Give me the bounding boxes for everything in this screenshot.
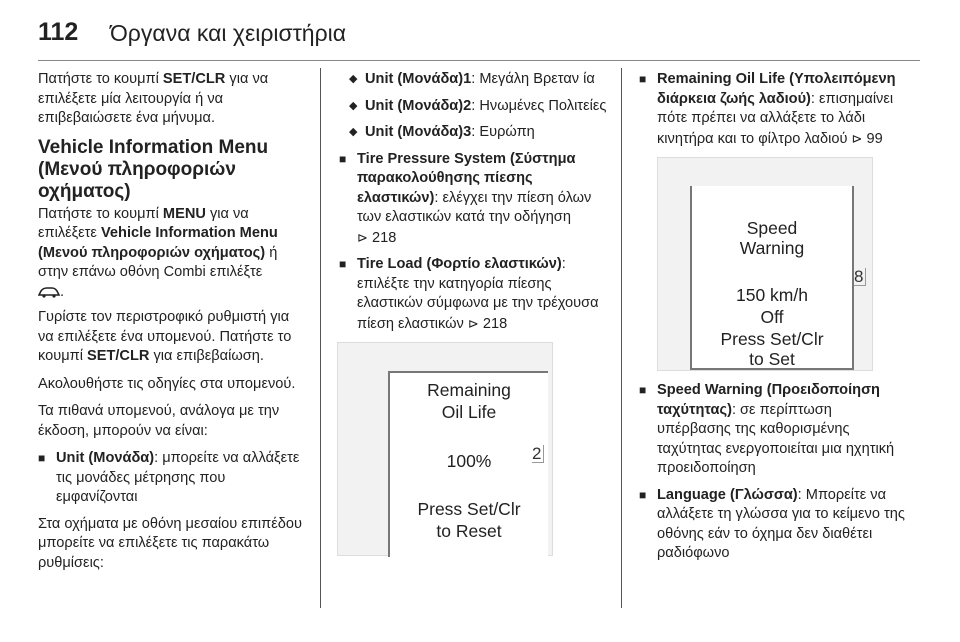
unit-sub-paragraph: Στα οχήματα με οθόνη μεσαίου επιπέδου μπορείτε να επιλέξετε τις παρακάτω ρυθμίσεις: bbox=[38, 515, 302, 571]
display-prompt: Press Set/Clr bbox=[417, 499, 521, 519]
display-prompt: to Reset bbox=[436, 521, 502, 541]
square-bullet-icon: ■ bbox=[339, 151, 347, 166]
paragraph-follow: Ακολουθήστε τις οδηγίες στα υπομενού. bbox=[38, 375, 296, 392]
page-header bbox=[38, 14, 920, 54]
column-divider bbox=[621, 68, 622, 608]
display-prompt: to Set bbox=[749, 349, 795, 369]
page-ref-arrow-icon: ⊳ bbox=[851, 130, 863, 146]
column-1 bbox=[38, 70, 308, 581]
square-bullet-icon: ■ bbox=[38, 451, 46, 465]
display-prompt: Press Set/Clr bbox=[720, 329, 824, 349]
speed-warning-display-figure bbox=[657, 157, 873, 371]
paragraph-rotary: Γυρίστε τον περιστροφικό ρυθμιστή για να επιλέξετε ένα υπομενού. Πατήστε το κουμπί SET/CLR για επιβεβαίωση. bbox=[38, 309, 292, 364]
figure-number: 2 bbox=[532, 445, 544, 463]
square-bullet-icon: ■ bbox=[639, 383, 647, 397]
square-bullet-icon: ■ bbox=[639, 72, 647, 86]
display-screen bbox=[388, 371, 548, 557]
list-item-speed-warning: ■ Speed Warning (Προειδοποίηση ταχύτητας): σε περίπτωση υπέρβασης της καθορισμένης ταχύτητας ενεργοποιείται μια ηχητική προειδοποίηση bbox=[639, 382, 895, 476]
page-ref-arrow-icon: ⊳ bbox=[357, 229, 368, 245]
paragraph-menu: Πατήστε το κουμπί MENU για να επιλέξετε Vehicle Information Menu (Μενού πληροφοριών οχήματος) ή στην επάνω οθόνη Combi επιλέξτε . bbox=[38, 205, 278, 300]
page-reference: 218 bbox=[482, 315, 508, 332]
display-line: Remaining bbox=[427, 380, 511, 400]
display-screen bbox=[690, 186, 854, 370]
car-icon bbox=[38, 286, 60, 298]
sub-list-item: ◆ Unit (Μονάδα)3: Ευρώπη bbox=[347, 123, 607, 143]
list-item-language: ■ Language (Γλώσσα): Μπορείτε να αλλάξετε τη γλώσσα για το κείμενο της οθόνης εάν το όχημα δεν διαθέτει ραδιόφωνο bbox=[639, 486, 905, 561]
list-item-tire-pressure: ■ Tire Pressure System (Σύστημα παρακολούθησης πίεσης ελαστικών): ελέγχει την πίεση όλων των ελαστικών κατά την οδήγηση ⊳ 218 bbox=[339, 150, 592, 246]
display-line: Oil Life bbox=[441, 402, 497, 422]
display-value: Off bbox=[760, 307, 784, 327]
square-bullet-icon: ■ bbox=[339, 257, 347, 271]
oil-life-display-figure bbox=[337, 342, 553, 556]
list-item-tire-load: ■ Tire Load (Φορτίο ελαστικών): επιλέξτε την κατηγορία πίεσης ελαστικών σύμφωνα με την τρέχουσα πίεση ελαστικών ⊳ 218 bbox=[339, 256, 599, 332]
column-divider bbox=[320, 68, 321, 608]
diamond-bullet-icon: ◆ bbox=[349, 126, 358, 138]
header-rule bbox=[38, 60, 920, 61]
list-item-unit: ■ Unit (Μονάδα): μπορείτε να αλλάξετε τις μονάδες μέτρησης που εμφανίζονται bbox=[38, 450, 300, 505]
page-reference: 218 bbox=[371, 229, 397, 246]
sub-list-item: ◆ Unit (Μονάδα)1: Μεγάλη Βρεταν ία bbox=[347, 70, 607, 90]
column-2 bbox=[339, 70, 607, 566]
display-line: Speed bbox=[746, 218, 798, 238]
display-line: Warning bbox=[739, 238, 805, 258]
list-item-oil-life: ■ Remaining Oil Life (Υπολειπόμενη διάρκεια ζωής λαδιού): επισημαίνει πότε πρέπει να αλλάξετε το λάδι κινητήρα και το φίλτρο λαδιού ⊳ 99 bbox=[639, 71, 896, 147]
page-title: Όργανα και χειριστήρια bbox=[110, 20, 347, 46]
diamond-bullet-icon: ◆ bbox=[349, 99, 358, 112]
sub-list-item: ◆ Unit (Μονάδα)2: Ηνωμένες Πολιτείες bbox=[347, 97, 607, 117]
square-bullet-icon: ■ bbox=[639, 487, 647, 502]
column-3 bbox=[639, 70, 907, 571]
figure-number: 8 bbox=[854, 268, 866, 286]
intro-paragraph: Πατήστε το κουμπί SET/CLR για να επιλέξετε μία λειτουργία ή να επιβεβαιώσετε ένα μήνυμα. bbox=[38, 71, 269, 126]
display-value: 100% bbox=[446, 451, 492, 471]
paragraph-submenus: Τα πιθανά υπομενού, ανάλογα με την έκδοση, μπορούν να είναι: bbox=[38, 403, 280, 439]
section-heading: Vehicle Information Menu (Μενού πληροφοριών οχήματος) bbox=[38, 136, 269, 202]
page-number: 112 bbox=[38, 18, 79, 46]
page-reference: 99 bbox=[866, 130, 883, 147]
display-value: 150 km/h bbox=[736, 285, 808, 305]
diamond-bullet-icon: ◆ bbox=[349, 73, 358, 85]
page-ref-arrow-icon: ⊳ bbox=[467, 315, 479, 331]
